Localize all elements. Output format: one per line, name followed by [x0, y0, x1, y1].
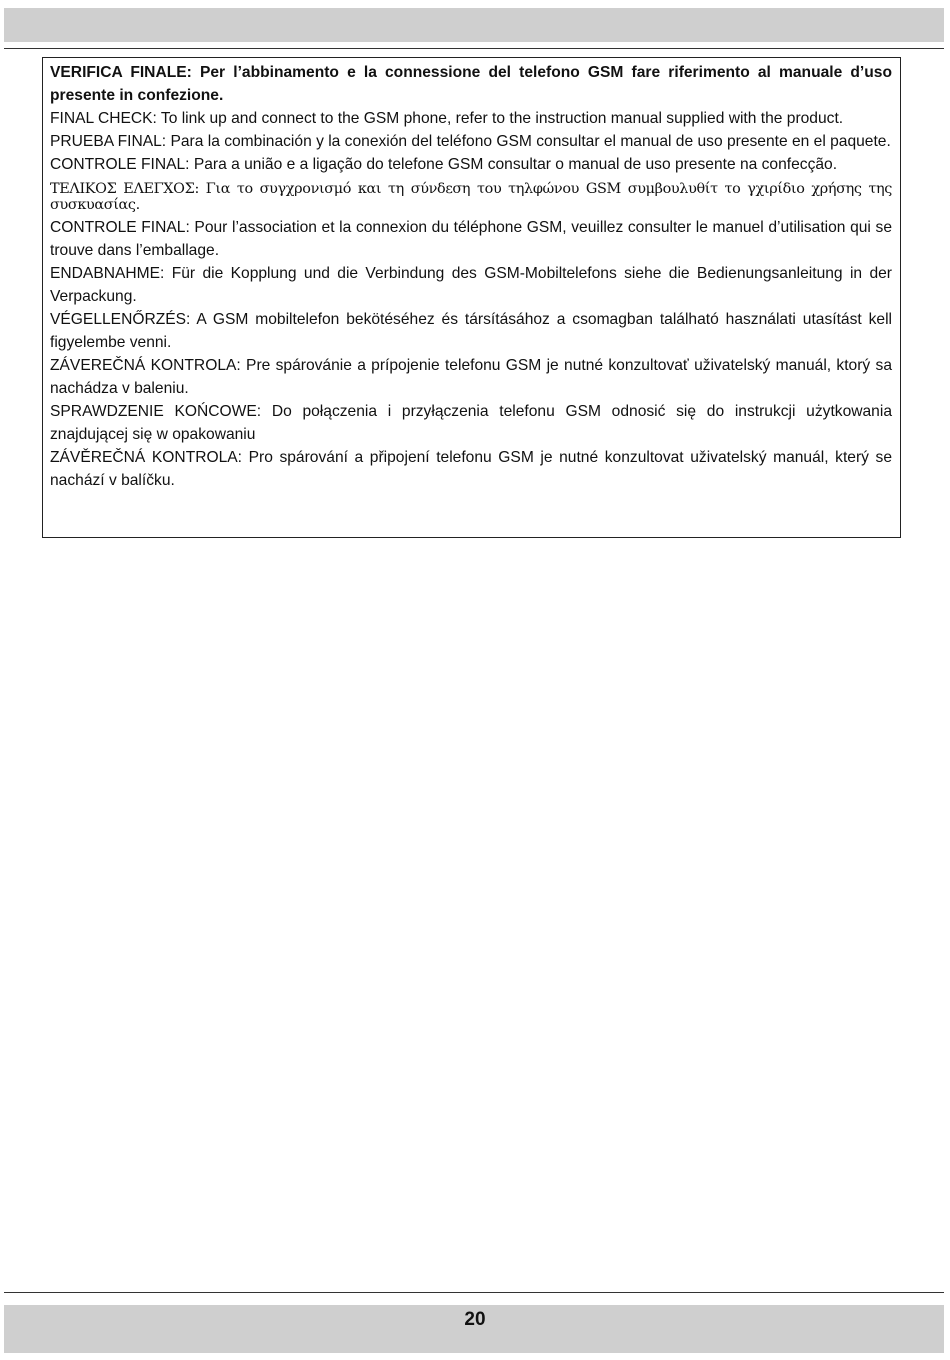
notice-greek: ΤΕΛΙΚΟΣ ΕΛΕΓΧΟΣ: Για το συγχρονισμό και τη σύνδεση του τηλφώνου GSM συμβουλυθίτ το γχιρίδιο χρήσης της συσκυασίας. [50, 181, 892, 213]
header-band [4, 8, 944, 42]
notice-slovak: ZÁVEREČNÁ KONTROLA: Pre spárovánie a prípojenie telefonu GSM je nutné konzultovať uživatelský manuál, ktorý sa nachádza v baleniu. [50, 357, 892, 397]
notice-german: ENDABNAHME: Für die Kopplung und die Verbindung des GSM-Mobiltelefons siehe die Bedienungsanleitung in der Verpackung. [50, 265, 892, 305]
notice-polish: SPRAWDZENIE KOŃCOWE: Do połączenia i przyłączenia telefonu GSM odnosić się do instrukcji użytkowania znajdującej się w opakowaniu [50, 403, 892, 443]
notice-french: CONTROLE FINAL: Pour l’association et la connexion du téléphone GSM, veuillez consulter le manuel d’utilisation qui se trouve dans l’emballage. [50, 219, 892, 259]
final-check-notice-box [42, 57, 901, 538]
page-number: 20 [464, 1309, 486, 1330]
notice-italian: VERIFICA FINALE: Per l’abbinamento e la connessione del telefono GSM fare riferimento al manuale d’uso presente in confezione. [50, 64, 892, 104]
notice-portuguese: CONTROLE FINAL: Para a união e a ligação do telefone GSM consultar o manual de uso presente na confecção. [50, 156, 838, 173]
notice-english: FINAL CHECK: To link up and connect to the GSM phone, refer to the instruction manual supplied with the product. [50, 110, 844, 127]
notice-hungarian: VÉGELLENŐRZÉS: A GSM mobiltelefon bekötéséhez és társításához a csomagban található használati utasítást kell figyelembe venni. [50, 311, 892, 351]
header-rule [4, 48, 944, 49]
notice-czech: ZÁVĚREČNÁ KONTROLA: Pro spárování a připojení telefonu GSM je nutné konzultovat uživatelský manuál, který se nachází v balíčku. [50, 449, 892, 489]
footer-rule [4, 1292, 944, 1293]
notice-spanish: PRUEBA FINAL: Para la combinación y la conexión del teléfono GSM consultar el manual de uso presente en el paquete. [50, 133, 891, 150]
